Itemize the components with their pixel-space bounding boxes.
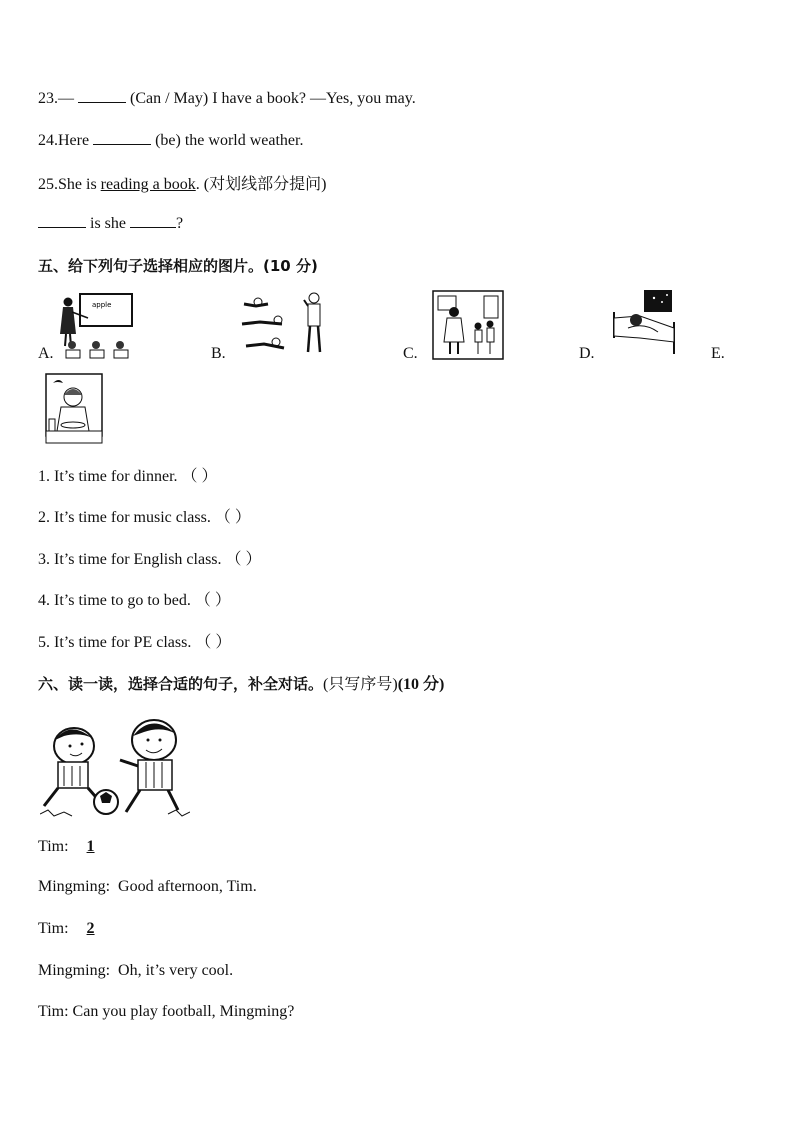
word-choices: (Can / May) <box>130 90 209 107</box>
matching-item-1 <box>38 463 218 486</box>
underlined-phrase: reading a book <box>100 176 196 193</box>
answer-blank[interactable] <box>38 213 86 228</box>
answer-parentheses[interactable]: （ ） <box>181 468 218 485</box>
question-hint: (be) the world weather. <box>155 132 304 149</box>
dash: — <box>58 90 74 107</box>
matching-item-2 <box>38 504 251 527</box>
board-text: apple <box>92 301 112 309</box>
option-c-label: C. <box>403 345 418 362</box>
answer-blank[interactable] <box>78 88 126 103</box>
option-a-label: A. <box>38 345 54 362</box>
speaker-name: Mingming: <box>38 878 111 895</box>
section-6-title <box>38 671 444 694</box>
question-25 <box>38 171 326 194</box>
dialogue-line-3 <box>38 920 109 938</box>
item-text: 4. It’s time to go to bed. <box>38 592 191 609</box>
period: . <box>195 176 200 193</box>
section-5-title: 五、给下列句子选择相应的图片。(10 分) <box>38 257 318 275</box>
question-23 <box>38 88 416 108</box>
dialogue-text: Can you play football, Mingming? <box>72 1003 295 1020</box>
dialogue-line-2 <box>38 878 257 896</box>
question-24 <box>38 130 303 150</box>
question-text: Here <box>58 132 90 149</box>
question-mark: ? <box>176 215 184 232</box>
item-text: 3. It’s time for English class. <box>38 551 222 568</box>
section-6-score: (10 分) <box>397 676 445 693</box>
dash: — <box>309 90 326 107</box>
answer-line-text: is she <box>90 215 126 232</box>
english-class-picture <box>52 290 136 360</box>
matching-item-5 <box>38 629 231 652</box>
option-b-label: B. <box>211 345 226 362</box>
question-25-answer-line <box>38 213 183 233</box>
answer-parentheses[interactable]: （ ） <box>225 551 262 568</box>
dialogue-text: Good afternoon, Tim. <box>118 878 257 895</box>
speaker-name: Mingming: <box>38 962 111 979</box>
matching-item-4 <box>38 587 231 610</box>
dinner-picture <box>45 373 103 445</box>
speaker-name: Tim: <box>38 920 69 937</box>
option-e-label: E. <box>711 345 725 362</box>
item-text: 2. It’s time for music class. <box>38 509 211 526</box>
music-class-picture <box>432 290 504 360</box>
question-number: 24. <box>38 132 58 149</box>
answer-parentheses[interactable]: （ ） <box>194 592 231 609</box>
answer-blank[interactable] <box>93 130 151 145</box>
instruction: (对划线部分提问) <box>203 176 327 193</box>
speaker-name: Tim: <box>38 1003 69 1020</box>
dialogue-answer-blank[interactable]: 2 <box>86 920 95 937</box>
item-text: 5. It’s time for PE class. <box>38 634 192 651</box>
speaker-name: Tim: <box>38 838 69 855</box>
dialogue-line-4 <box>38 962 233 980</box>
dialogue-line-1 <box>38 838 109 856</box>
question-number: 25. <box>38 176 58 193</box>
item-text: 1. It’s time for dinner. <box>38 468 178 485</box>
question-number: 23. <box>38 90 58 107</box>
dialogue-line-5 <box>38 1003 294 1021</box>
matching-item-3 <box>38 546 262 569</box>
dialogue-text: Oh, it’s very cool. <box>118 962 234 979</box>
pe-class-picture <box>238 290 330 360</box>
answer-parentheses[interactable]: （ ） <box>195 634 232 651</box>
bedtime-picture <box>610 288 680 358</box>
dialogue-answer-blank[interactable]: 1 <box>86 838 95 855</box>
answer-blank[interactable] <box>130 213 176 228</box>
football-boys-picture <box>40 710 190 820</box>
question-text: I have a book? <box>212 90 306 107</box>
option-d-label: D. <box>579 345 595 362</box>
section-6-title-text: 六、读一读，选择合适的句子，补全对话。 <box>38 675 324 693</box>
section-6-instruction: (只写序号) <box>323 676 398 693</box>
response-text: Yes, you may. <box>325 90 416 107</box>
question-text: She is <box>58 176 97 193</box>
answer-parentheses[interactable]: （ ） <box>214 509 251 526</box>
